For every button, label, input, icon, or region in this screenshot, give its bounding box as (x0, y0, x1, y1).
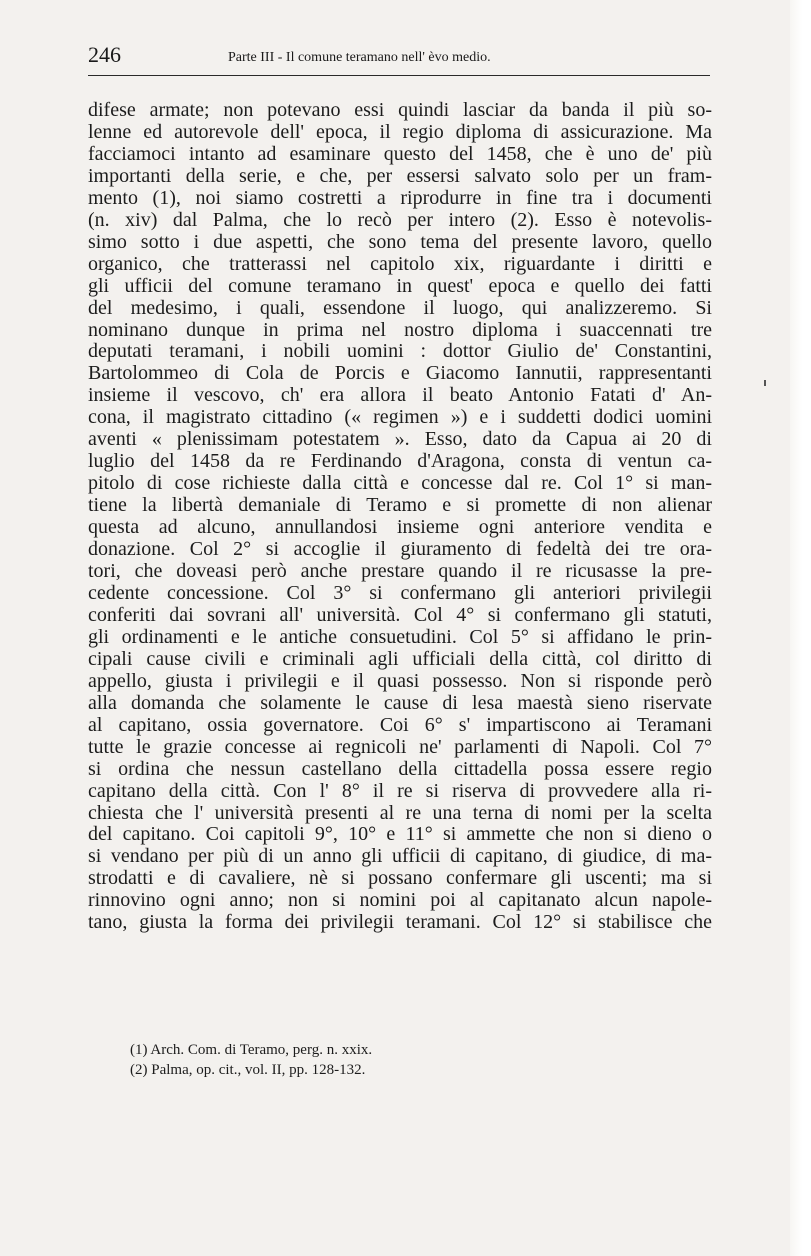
text-line: rinnovino ogni anno; non si nomini poi al capitanato alcun napole- (88, 889, 712, 912)
text-line: alla domanda che solamente le cause di lesa maestà sieno riservate (88, 691, 712, 714)
text-line: aventi « plenissimam potestatem ». Esso, dato da Capua ai 20 di (88, 428, 712, 451)
text-line: difese armate; non potevano essi quindi lasciar da banda il più so- (88, 99, 712, 121)
text-line: importanti della serie, e che, per essersi salvato solo per un fram- (88, 164, 712, 187)
page-edge (790, 0, 811, 1256)
text-line: donazione. Col 2° si accoglie il giuramento di fedeltà dei tre ora- (88, 538, 712, 561)
page-number: 246 (88, 42, 121, 67)
text-line: del medesimo, i quali, essendone il luogo, qui analizzeremo. Si (88, 296, 712, 319)
text-line: Bartolommeo di Cola de Porcis e Giacomo Iannutii, rappresentanti (88, 362, 712, 385)
text-line: nominano dunque in prima nel nostro diploma i suaccennati tre (88, 318, 712, 341)
running-title: Parte III - Il comune teramano nell' èvo medio. (228, 50, 491, 65)
text-line: appello, giusta i privilegii e il quasi possesso. Non si risponde però (88, 669, 712, 692)
footnotes (130, 1040, 372, 1080)
footnote: (1) Arch. Com. di Teramo, perg. n. xxix. (130, 1042, 373, 1058)
text-line: chiesta che l' università presenti al re una terna di nomi per la scelta (88, 801, 712, 824)
text-line: facciamoci intanto ad esaminare questo del 1458, che è uno de' più (88, 142, 712, 165)
text-line: del capitano. Coi capitoli 9°, 10° e 11° si ammette che non si dieno o (88, 823, 712, 846)
text-line: (n. xiv) dal Palma, che lo recò per intero (2). Esso è notevolis- (88, 208, 712, 231)
text-line: simo sotto i due aspetti, che sono tema del presente lavoro, quello (88, 230, 712, 253)
text-line: insieme il vescovo, ch' era allora il beato Antonio Fatati d' An- (88, 384, 712, 407)
text-line: mento (1), noi siamo costretti a riprodurre in fine tra i documenti (88, 186, 712, 209)
text-line: organico, che tratterassi nel capitolo xix, riguardante i diritti e (88, 252, 712, 275)
text-line: cipali cause civili e criminali agli ufficiali della città, col diritto di (88, 647, 712, 670)
text-line: gli ufficii del comune teramano in quest' epoca e quello dei fatti (88, 274, 712, 297)
text-line: si ordina che nessun castellano della cittadella possa essere regio (88, 757, 712, 780)
text-line: lenne ed autorevole dell' epoca, il regio diploma di assicurazione. Ma (88, 120, 712, 143)
text-line: pitolo di cose richieste dalla città e concesse dal re. Col 1° si man- (88, 472, 712, 495)
text-line: deputati teramani, i nobili uomini : dottor Giulio de' Constantini, (88, 340, 712, 363)
text-line: tori, che doveasi però anche prestare quando il re ricusasse la pre- (88, 560, 712, 583)
text-line: si vendano per più di un anno gli ufficii di capitano, di giudice, di ma- (88, 845, 712, 868)
text-line: tutte le grazie concesse ai regnicoli ne' parlamenti di Napoli. Col 7° (88, 735, 712, 758)
text-line: conferiti dai sovrani all' università. Col 4° si confermano gli statuti, (88, 603, 712, 626)
text-line: questa ad alcuno, annullandosi insieme ogni anteriore vendita e (88, 516, 712, 539)
footnote: (2) Palma, op. cit., vol. II, pp. 128-132. (130, 1062, 366, 1078)
margin-mark (764, 380, 766, 386)
text-line: cona, il magistrato cittadino (« regimen ») e i suddetti dodici uomini (88, 406, 712, 429)
text-line: al capitano, ossia governatore. Coi 6° s' impartiscono ai Teramani (88, 713, 712, 736)
text-line: capitano della città. Con l' 8° il re si riserva di provvedere alla ri- (88, 779, 712, 802)
text-line: luglio del 1458 da re Ferdinando d'Aragona, consta di ventun ca- (88, 450, 712, 473)
body-text (88, 100, 712, 934)
text-line: tiene la libertà demaniale di Teramo e si promette di non alienar (88, 494, 712, 517)
text-line: gli ordinamenti e le antiche consuetudini. Col 5° si affidano le prin- (88, 625, 712, 648)
text-line: tano, giusta la forma dei privilegii teramani. Col 12° si stabilisce che (88, 911, 712, 934)
text-line: strodatti e di cavaliere, nè si possano confermare gli uscenti; ma si (88, 867, 712, 890)
running-head (88, 40, 710, 74)
text-line: cedente concessione. Col 3° si confermano gli anteriori privilegii (88, 581, 712, 604)
header-rule (88, 75, 710, 76)
